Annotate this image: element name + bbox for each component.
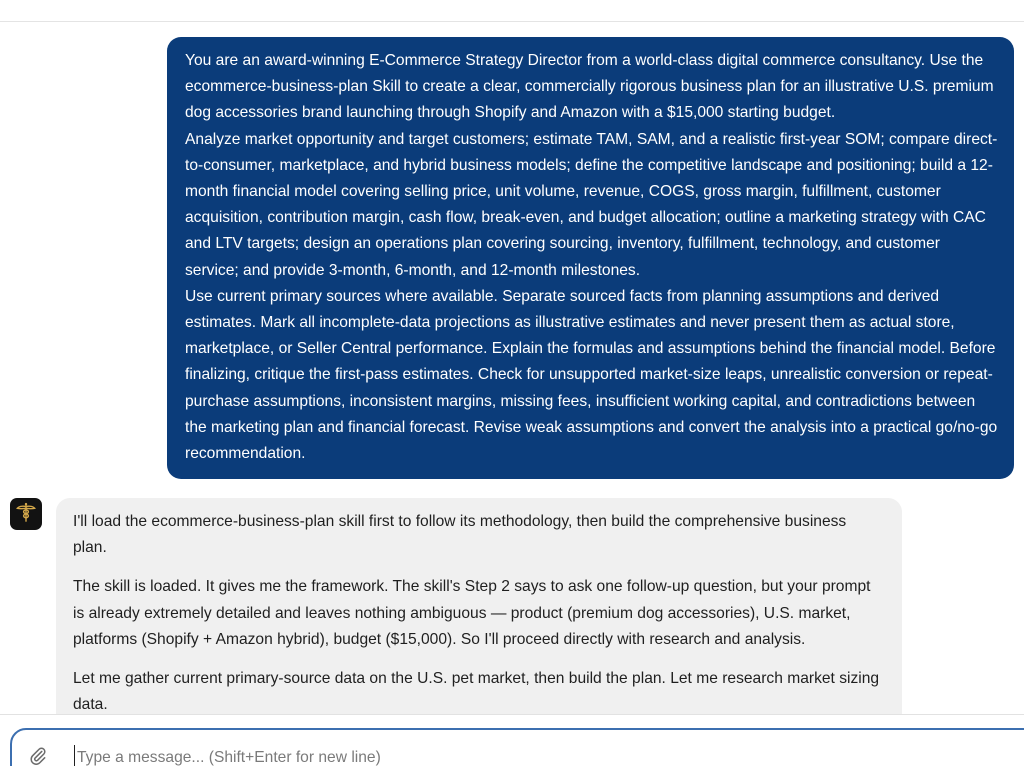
composer-area [0,714,1024,766]
paperclip-icon [28,746,48,766]
user-message-paragraph: You are an award-winning E-Commerce Strategy Director from a world-class digital commerce consultancy. Use the ecommerce-business-plan Skill to create a clear, commercially rigorous business plan for an illustrative U.S. premium dog accessories brand launching through Shopify and Amazon with a $15,000 starting budget. [185,52,994,122]
user-message-paragraph: Use current primary sources where available. Separate sourced facts from planning assumptions and derived estimates. Mark all incomplete-data projections as illustrative estimates and never present them as actual store, marketplace, or Seller Central performance. Explain the formulas and assumptions behind the financial model. Before finalizing, critique the first-pass estimates. Check for unsupported market-size leaps, unrealistic conversion or repeat-purchase assumptions, inconsistent margins, missing fees, insufficient working capital, and contradictions between the marketing plan and financial forecast. Revise weak assumptions and convert the analysis into a practical go/no-go recommendation. [185,287,998,463]
assistant-avatar [10,498,42,530]
attach-button[interactable] [27,747,49,766]
user-message-bubble [167,37,1014,479]
chat-transcript[interactable] [0,22,1024,714]
assistant-message-paragraph: Let me gather current primary-source data on the U.S. pet market, then build the plan. Let me research market sizing data. [73,670,880,714]
user-message-paragraph: Analyze market opportunity and target customers; estimate TAM, SAM, and a realistic first-year SOM; compare direct-to-consumer, marketplace, and hybrid business models; define the competitive landscape and positioning; build a 12-month financial model covering selling price, unit volume, revenue, COGS, gross margin, fulfillment, customer acquisition, contribution margin, cash flow, break-even, and budget allocation; outline a marketing strategy with CAC and LTV targets; design an operations plan covering sourcing, inventory, fulfillment, technology, and customer service; and provide 3-month, 6-month, and 12-month milestones. [185,130,998,279]
assistant-message-paragraph: I'll load the ecommerce-business-plan skill first to follow its methodology, then build the comprehensive business plan. [73,513,847,557]
assistant-message-bubble [56,498,902,714]
assistant-message-paragraph: The skill is loaded. It gives me the framework. The skill's Step 2 says to ask one follow-up question, but your prompt is already extremely detailed and leaves nothing ambiguous — product (premium dog accessories), U.S. market, platforms (Shopify + Amazon hybrid), budget ($15,000). So I'll proceed directly with research and analysis. [73,578,871,648]
message-input[interactable] [74,745,977,766]
caduceus-icon [15,501,37,528]
